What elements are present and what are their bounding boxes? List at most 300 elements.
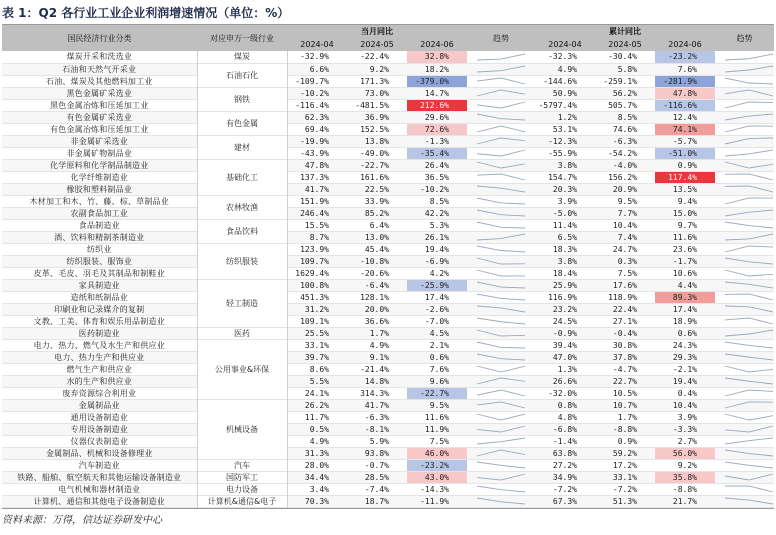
month-yoy-value: 4.5% <box>407 327 467 339</box>
cum-yoy-value: 27.2% <box>552 460 577 470</box>
trend-sparkline <box>473 196 529 206</box>
trend-line <box>477 462 525 468</box>
cum-yoy-value: -2.1% <box>672 364 697 374</box>
month-yoy-value: -14.3% <box>420 484 449 494</box>
trend-sparkline <box>721 388 774 398</box>
trend-sparkline <box>473 388 529 398</box>
table-row <box>2 171 774 183</box>
month-yoy-value: 31.2% <box>287 303 347 315</box>
industry-name: 造纸和纸制品业 <box>70 292 128 302</box>
trend-sparkline <box>473 52 529 62</box>
cum-yoy-value: 15.0% <box>655 207 715 219</box>
trend-sparkline <box>721 76 774 86</box>
trend-line <box>477 306 525 312</box>
trend-sparkline <box>721 460 774 470</box>
month-yoy-value: 11.6% <box>424 412 449 422</box>
cum-yoy-value: 4.4% <box>655 279 715 291</box>
trend-sparkline <box>473 136 529 146</box>
trend-line <box>477 162 525 168</box>
month-yoy-value: 72.6% <box>407 123 467 135</box>
month-yoy-value: 26.1% <box>407 231 467 243</box>
trend-cum-cell <box>715 351 774 363</box>
trend-line <box>725 390 773 396</box>
trend-month-cell <box>467 63 535 75</box>
cum-yoy-value: 29.3% <box>655 351 715 363</box>
sw-industry: 国防军工 <box>197 471 287 483</box>
month-yoy-value: 20.0% <box>347 303 407 315</box>
industry-name: 非金属矿采选业 <box>2 135 197 147</box>
trend-sparkline <box>473 304 529 314</box>
month-yoy-value: 246.4% <box>287 207 347 219</box>
industry-name: 通用设备制造业 <box>70 412 128 422</box>
cum-yoy-value: -5.7% <box>655 135 715 147</box>
month-yoy-value: 39.7% <box>287 351 347 363</box>
trend-line <box>477 330 525 336</box>
month-yoy-value: -19.9% <box>287 135 347 147</box>
month-yoy-value: -25.9% <box>407 279 467 291</box>
table-row <box>2 243 774 255</box>
cum-yoy-value: 22.4% <box>595 303 655 315</box>
trend-cum-cell <box>715 147 774 159</box>
table-row <box>2 315 774 327</box>
cum-yoy-value: 8.5% <box>595 111 655 123</box>
month-yoy-value: 13.0% <box>347 231 407 243</box>
month-yoy-value: 109.7% <box>287 255 347 267</box>
col-sw-header: 对应申万一级行业 <box>197 25 287 51</box>
cum-yoy-value: 47.0% <box>535 351 595 363</box>
month-yoy-value: -8.1% <box>347 423 407 435</box>
trend-line <box>477 474 525 480</box>
trend-line <box>725 210 773 216</box>
trend-line <box>725 366 773 372</box>
trend-line <box>725 486 773 492</box>
trend-sparkline <box>721 424 774 434</box>
month-yoy-value: -1.3% <box>407 135 467 147</box>
month-yoy-value: 32.8% <box>407 51 467 63</box>
trend-month-cell <box>467 267 535 279</box>
trend-cum-cell <box>715 171 774 183</box>
month-yoy-value: 28.5% <box>347 471 407 483</box>
trend-sparkline <box>473 280 529 290</box>
table-row <box>2 471 774 483</box>
cum-yoy-value: 12.4% <box>655 111 715 123</box>
month-yoy-value: 161.6% <box>360 172 389 182</box>
month-yoy-value: 1629.4% <box>295 268 329 278</box>
trend-month-cell <box>467 207 535 219</box>
cum-yoy-value: -5.0% <box>535 207 595 219</box>
sw-industry: 有色金属 <box>197 111 287 135</box>
cum-yoy-value: 4.9% <box>535 63 595 75</box>
sw-industry: 医药 <box>197 327 287 339</box>
trend-month-cell <box>467 183 535 195</box>
cum-yoy-value: 20.9% <box>595 183 655 195</box>
table-row <box>2 339 774 351</box>
trend-line <box>477 486 525 492</box>
month-yoy-value: -116.4% <box>295 100 329 110</box>
cum-yoy-value: 1.3% <box>557 364 577 374</box>
trend-sparkline <box>473 352 529 362</box>
table-row <box>2 375 774 387</box>
trend-line <box>477 138 525 144</box>
cum-yoy-value: 20.3% <box>535 183 595 195</box>
table-row <box>2 483 774 495</box>
trend-sparkline <box>721 328 774 338</box>
trend-line <box>477 222 525 228</box>
trend-sparkline <box>721 196 774 206</box>
table-row <box>2 303 774 315</box>
trend-cum-cell <box>715 411 774 423</box>
trend-sparkline <box>473 400 529 410</box>
month-yoy-value: -0.7% <box>364 460 389 470</box>
group-cum-header: 累计同比 <box>535 25 715 37</box>
cum-yoy-value: 1.7% <box>617 412 637 422</box>
trend-month-cell <box>467 459 535 471</box>
cum-yoy-value: 5.8% <box>595 63 655 75</box>
trend-cum-cell <box>715 267 774 279</box>
cum-yoy-value: 9.2% <box>677 460 697 470</box>
month-yoy-value: -6.3% <box>364 412 389 422</box>
cum-yoy-value: 18.3% <box>552 244 577 254</box>
month-yoy-value: 6.4% <box>369 220 389 230</box>
month-yoy-value: 9.6% <box>407 375 467 387</box>
month-yoy-value: -10.2% <box>407 183 467 195</box>
trend-line <box>477 426 525 432</box>
cum-yoy-value: 9.4% <box>677 196 697 206</box>
month-yoy-value: 314.3% <box>360 388 389 398</box>
cum-yoy-value: -281.9% <box>655 75 715 87</box>
trend-sparkline <box>473 292 529 302</box>
trend-month-cell <box>467 111 535 123</box>
trend-sparkline <box>721 100 774 110</box>
cum-yoy-value: 3.8% <box>535 159 595 171</box>
cum-yoy-value: 56.0% <box>655 447 715 459</box>
month-yoy-value: 137.3% <box>300 172 329 182</box>
cum-yoy-value: 74.1% <box>655 123 715 135</box>
trend-sparkline <box>721 124 774 134</box>
table-row <box>2 267 774 279</box>
industry-name: 非金属矿物制品业 <box>66 148 133 158</box>
cum-yoy-value: 24.3% <box>672 340 697 350</box>
cum-yoy-value: 0.4% <box>677 388 697 398</box>
industry-name: 黑色金属冶炼和压延加工业 <box>50 100 149 110</box>
trend-line <box>725 222 773 228</box>
cum-yoy-value: 37.8% <box>595 351 655 363</box>
table-row <box>2 399 774 411</box>
trend-line <box>477 414 525 420</box>
month-yoy-value: 0.5% <box>287 423 347 435</box>
trend-line <box>477 114 525 120</box>
table-row <box>2 495 774 507</box>
industry-name: 医药制造业 <box>2 327 197 339</box>
industry-name: 家具制造业 <box>2 279 197 291</box>
trend-line <box>477 210 525 216</box>
trend-cum-cell <box>715 255 774 267</box>
trend-line <box>725 402 773 408</box>
trend-month-cell <box>467 363 535 375</box>
trend-cum-cell <box>715 63 774 75</box>
trend-month-cell <box>467 243 535 255</box>
trend-line <box>477 78 525 84</box>
trend-cum-cell <box>715 291 774 303</box>
cum-yoy-value: -32.0% <box>548 388 577 398</box>
month-yoy-value: 14.7% <box>407 87 467 99</box>
month-yoy-value: 36.6% <box>364 316 389 326</box>
cum-yoy-value: 39.4% <box>552 340 577 350</box>
trend-cum-cell <box>715 459 774 471</box>
trend-month-cell <box>467 411 535 423</box>
trend-sparkline <box>473 316 529 326</box>
cum-yoy-value: 4.8% <box>557 412 577 422</box>
month-yoy-value: 11.9% <box>407 423 467 435</box>
month-yoy-value: 34.4% <box>287 471 347 483</box>
month-yoy-value: 7.5% <box>429 436 449 446</box>
month-yoy-value: 2.1% <box>429 340 449 350</box>
cum-yoy-value: 7.4% <box>595 231 655 243</box>
trend-sparkline <box>473 124 529 134</box>
industry-name: 纺织业 <box>86 244 112 254</box>
sw-industry: 汽车 <box>197 459 287 471</box>
trend-line <box>725 162 773 168</box>
trend-month-cell <box>467 123 535 135</box>
cum-yoy-value: 33.1% <box>595 471 655 483</box>
trend-line <box>477 498 525 504</box>
month-yoy-value: 73.0% <box>347 87 407 99</box>
trend-sparkline <box>473 160 529 170</box>
trend-line <box>477 342 525 348</box>
cum-yoy-value: 74.6% <box>612 124 637 134</box>
sw-industry: 石油石化 <box>197 63 287 87</box>
month-yoy-value: 151.9% <box>300 196 329 206</box>
table-row <box>2 99 774 111</box>
cum-yoy-value: 505.7% <box>608 100 637 110</box>
trend-line <box>477 234 525 240</box>
cum-yoy-value: 59.2% <box>595 447 655 459</box>
cum-yoy-value: -6.3% <box>595 135 655 147</box>
cum-yoy-value: -1.7% <box>655 255 715 267</box>
industry-name: 专用设备制造业 <box>2 423 197 435</box>
month-yoy-value: 152.5% <box>360 124 389 134</box>
trend-sparkline <box>721 52 774 62</box>
cum-yoy-value: -144.6% <box>543 76 577 86</box>
table-row <box>2 279 774 291</box>
cum-yoy-value: 89.3% <box>655 291 715 303</box>
cum-yoy-value: 63.8% <box>535 447 595 459</box>
trend-line <box>725 426 773 432</box>
trend-month-cell <box>467 147 535 159</box>
month-yoy-value: 128.1% <box>360 292 389 302</box>
trend-cum-cell <box>715 303 774 315</box>
trend-sparkline <box>473 232 529 242</box>
cum-yoy-value: -8.8% <box>672 484 697 494</box>
trend-sparkline <box>721 400 774 410</box>
month-yoy-value: -7.4% <box>364 484 389 494</box>
trend-month-cell <box>467 159 535 171</box>
sw-industry: 煤炭 <box>197 51 287 63</box>
trend-cum-cell <box>715 51 774 63</box>
table-row <box>2 51 774 63</box>
month-yoy-value: 9.2% <box>347 63 407 75</box>
industry-name: 汽车制造业 <box>78 460 120 470</box>
month-yoy-value: -2.6% <box>407 303 467 315</box>
trend-line <box>725 102 773 108</box>
trend-line <box>477 126 525 132</box>
trend-sparkline <box>721 352 774 362</box>
trend-sparkline <box>721 88 774 98</box>
trend-cum-cell <box>715 111 774 123</box>
trend-line <box>725 438 773 444</box>
trend-sparkline <box>721 244 774 254</box>
month-yoy-value: 36.9% <box>347 111 407 123</box>
month-yoy-value: 4.9% <box>369 340 389 350</box>
trend-sparkline <box>473 460 529 470</box>
trend-cum-cell <box>715 99 774 111</box>
trend-line <box>725 474 773 480</box>
trend-month-cell <box>467 291 535 303</box>
cum-yoy-value: 11.4% <box>552 220 577 230</box>
table-row <box>2 219 774 231</box>
table-row <box>2 363 774 375</box>
month-yoy-value: 9.5% <box>407 399 467 411</box>
month-yoy-value: -20.6% <box>360 268 389 278</box>
trend-sparkline <box>721 472 774 482</box>
cum-yoy-value: 117.4% <box>655 171 715 183</box>
month-yoy-value: 5.3% <box>429 220 449 230</box>
sw-industry: 机械设备 <box>197 399 287 459</box>
month-yoy-value: 100.8% <box>287 279 347 291</box>
cum-yoy-value: 3.9% <box>557 196 577 206</box>
month-yoy-value: 9.1% <box>347 351 407 363</box>
industry-name: 废弃资源综合利用业 <box>62 388 137 398</box>
trend-line <box>477 270 525 276</box>
cum-yoy-value: -116.6% <box>655 99 715 111</box>
trend-cum-cell <box>715 423 774 435</box>
table-row <box>2 183 774 195</box>
cum-yoy-value: 50.9% <box>535 87 595 99</box>
industry-name: 石油和天然气开采业 <box>2 63 197 75</box>
month-yoy-value: 41.7% <box>347 399 407 411</box>
trend-month-cell <box>467 483 535 495</box>
trend-sparkline <box>721 484 774 494</box>
trend-month-header: 趋势 <box>467 25 535 51</box>
cum-yoy-value: 21.7% <box>655 495 715 507</box>
trend-line <box>725 462 773 468</box>
cum-yoy-value: 10.7% <box>595 399 655 411</box>
trend-sparkline <box>473 76 529 86</box>
trend-line <box>477 438 525 444</box>
month-yoy-value: 8.7% <box>287 231 347 243</box>
month-yoy-value: 8.5% <box>429 196 449 206</box>
trend-sparkline <box>473 364 529 374</box>
trend-month-cell <box>467 219 535 231</box>
trend-sparkline <box>721 292 774 302</box>
source-note: 资料来源：万得，信达证券研发中心 <box>2 515 162 526</box>
trend-cum-cell <box>715 339 774 351</box>
trend-sparkline <box>473 268 529 278</box>
trend-sparkline <box>473 100 529 110</box>
industry-name: 纺织服装、服饰业 <box>2 255 197 267</box>
industry-name: 仪器仪表制造业 <box>70 436 128 446</box>
cum-yoy-value: -30.4% <box>608 52 637 62</box>
trend-line <box>477 258 525 264</box>
cum-yoy-value: -0.9% <box>535 327 595 339</box>
trend-month-cell <box>467 51 535 63</box>
trend-sparkline <box>721 184 774 194</box>
month-yoy-value: 451.3% <box>300 292 329 302</box>
trend-sparkline <box>721 364 774 374</box>
month-yoy-value: 26.2% <box>287 399 347 411</box>
trend-month-cell <box>467 303 535 315</box>
month-yoy-value: -11.9% <box>407 495 467 507</box>
month-yoy-value: 6.6% <box>287 63 347 75</box>
trend-sparkline <box>473 244 529 254</box>
month-yoy-value: 43.0% <box>407 471 467 483</box>
trend-cum-cell <box>715 231 774 243</box>
month-yoy-value: 18.2% <box>407 63 467 75</box>
cum-yoy-value: -1.4% <box>552 436 577 446</box>
trend-line <box>725 198 773 204</box>
table-row <box>2 447 774 459</box>
trend-month-cell <box>467 339 535 351</box>
industry-name: 金属制品、机械和设备修理业 <box>2 447 197 459</box>
cum-yoy-value: -8.8% <box>595 423 655 435</box>
trend-line <box>477 174 525 180</box>
month-yoy-value: 212.6% <box>407 99 467 111</box>
trend-cum-cell <box>715 399 774 411</box>
cum-yoy-value: 23.6% <box>672 244 697 254</box>
sw-industry: 农林牧渔 <box>197 195 287 219</box>
trend-sparkline <box>473 88 529 98</box>
profit-growth-table <box>2 24 774 509</box>
trend-month-cell <box>467 315 535 327</box>
table-row <box>2 123 774 135</box>
trend-line <box>725 414 773 420</box>
cum-yoy-value: -6.8% <box>535 423 595 435</box>
trend-sparkline <box>721 448 774 458</box>
month-yoy-value: 0.6% <box>407 351 467 363</box>
trend-line <box>725 498 773 504</box>
trend-cum-cell <box>715 243 774 255</box>
month-yoy-value: -481.5% <box>355 100 389 110</box>
industry-name: 农副食品加工业 <box>2 207 197 219</box>
month-col-header: 2024-04 <box>535 37 595 51</box>
table-row <box>2 327 774 339</box>
table-row <box>2 351 774 363</box>
month-yoy-value: 47.8% <box>287 159 347 171</box>
cum-yoy-value: 25.9% <box>535 279 595 291</box>
trend-sparkline <box>721 304 774 314</box>
trend-line <box>725 282 773 288</box>
trend-sparkline <box>721 64 774 74</box>
trend-sparkline <box>721 268 774 278</box>
trend-sparkline <box>721 232 774 242</box>
trend-month-cell <box>467 87 535 99</box>
trend-line <box>725 378 773 384</box>
cum-yoy-value: -4.7% <box>612 364 637 374</box>
trend-sparkline <box>721 220 774 230</box>
trend-sparkline <box>473 328 529 338</box>
trend-cum-cell <box>715 327 774 339</box>
cum-yoy-value: 7.5% <box>617 268 637 278</box>
trend-sparkline <box>721 412 774 422</box>
month-yoy-value: -10.2% <box>287 87 347 99</box>
trend-line <box>477 450 525 456</box>
month-yoy-value: 5.9% <box>369 436 389 446</box>
sw-industry: 纺织服装 <box>197 243 287 279</box>
cum-yoy-value: 47.8% <box>655 87 715 99</box>
cum-yoy-value: 7.6% <box>655 63 715 75</box>
industry-name: 电气机械和器材制造业 <box>58 484 141 494</box>
month-yoy-value: 14.8% <box>347 375 407 387</box>
